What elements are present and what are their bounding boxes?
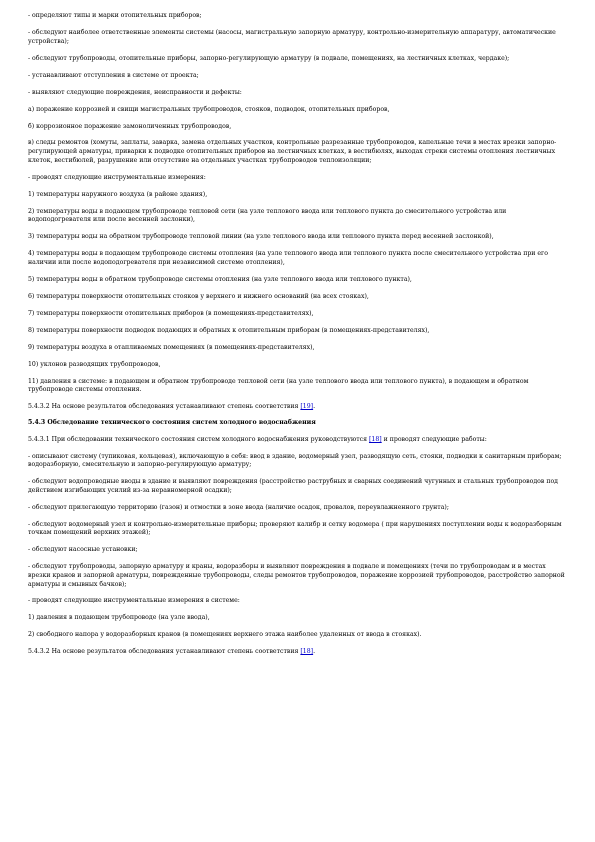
paragraph: 10) уклонов разводящих трубопроводов, xyxy=(28,360,161,368)
section-heading: 5.4.3 Обследование технического состояния систем холодного водоснабжения xyxy=(28,419,316,427)
paragraph: - устанавливают отступления в системе от проекта; xyxy=(28,71,199,79)
paragraph: в) следы ремонтов (хомуты, заплаты, заварка, замена отдельных участков, контрольные разрезанные трубопроводов, капельные течи в местах врезки запорно-регулирующей арматуры, приварки к подводке отопительных приборов на лестничных клетках, в вестибюлях, выходах стреки системы отопления лестничных клеток, вестибюлей, разрушение или отсутствие на отдельных участках трубопроводов теплоизоляции; xyxy=(28,139,557,164)
intro-text: 5.4.3.1 При обследовании технического состояния систем холодного водоснабжения руководствуются xyxy=(28,435,369,443)
reference-link[interactable]: [19] xyxy=(300,403,314,411)
paragraph: 1) давления в подающем трубопроводе (на узле ввода), xyxy=(28,614,210,622)
paragraph: 2) температуры воды в подающем трубопроводе тепловой сети (на узле теплового ввода или теплового пункта до смесительного устройства или водоподогревателя или после весенней заслонки), xyxy=(28,207,507,224)
paragraph: - обследуют трубопроводы, запорную арматуру и краны, водоразборы и выявляют повреждения в подвале и помещениях (течи по трубопроводам и в местах врезки кранов и запорной арматуры, поврежденные трубопроводы, следы ремонтов трубопроводов, поражение коррозией трубопроводов, расстройство запорной арматуры и смывных бачков); xyxy=(28,563,565,588)
paragraph: 9) температуры воздуха в отапливаемых помещениях (в помещениях-представителях), xyxy=(28,343,315,351)
paragraph: 8) температуры поверхности подводок подающих и обратных к отопительным приборам (в помещениях-представителях), xyxy=(28,326,430,334)
reference-link[interactable]: [18] xyxy=(368,435,382,443)
paragraph: 11) давления в системе: в подающем и обратном трубопроводе тепловой сети (на узле теплового ввода или теплового пункта), в подающем и обратном трубопроводе системы отопления. xyxy=(28,377,529,394)
paragraph: 1) температуры наружного воздуха (в районе здания), xyxy=(28,190,208,198)
paragraph: а) поражение коррозией и свищи магистральных трубопроводов, стояков, подводок, отопительных приборов, xyxy=(28,105,390,113)
paragraph: - проводят следующие инструментальные измерения: xyxy=(28,173,206,181)
paragraph: 6) температуры поверхности отопительных стояков у верхнего и нижнего оснований (на всех стояках), xyxy=(28,292,369,300)
paragraph: 4) температуры воды в подающем трубопроводе системы отопления (на узле теплового ввода или теплового пункта после смесительного устройства при его наличии или после водоподогревателя при независимой системе отопления), xyxy=(28,250,549,266)
paragraph: 3) температуры воды на обратном трубопроводе тепловой линии (на узле теплового ввода или теплового пункта перед весенней заслонкой), xyxy=(28,233,494,241)
paragraph: - проводят следующие инструментальные измерения в системе: xyxy=(28,597,240,605)
conclusion-paragraph xyxy=(28,403,568,412)
paragraph: 2) свободного напора у водоразборных кранов (в помещениях верхнего этажа наиболее удаленных от ввода в стояках). xyxy=(28,631,422,639)
paragraph: - выявляют следующие повреждения, неисправности и дефекты: xyxy=(28,88,242,96)
paragraph: - описывают систему (тупиковая, кольцевая), включающую в себя: ввод в здание, водомерный узел, разводящую сеть, стояки, подводки к санитарным приборам; водоразборную, смесительную и запорно-регулирующую арматуру; xyxy=(28,452,562,469)
paragraph: - определяют типы и марки отопительных приборов; xyxy=(28,12,202,19)
paragraph: 5) температуры воды в обратном трубопроводе системы отопления (на узле теплового ввода или теплового пункта), xyxy=(28,275,412,283)
paragraph: - обследуют насосные установки; xyxy=(28,546,138,554)
conclusion-suffix: . xyxy=(313,648,316,656)
conclusion-paragraph xyxy=(28,648,568,657)
paragraph: - обследуют прилегающую территорию (газон) и отмостки в зоне ввода (наличие осадок, провалов, переувлажненного грунта); xyxy=(28,503,449,511)
paragraph: - обследуют наиболее ответственные элементы системы (насосы, магистральную запорную арматуру, контрольно-измерительную аппаратуру, автоматические устройства); xyxy=(28,28,556,45)
paragraph: - обследуют трубопроводы, отопительные приборы, запорно-регулирующую арматуру (в подвале, помещениях, на лестничных клетках, чердаке); xyxy=(28,54,510,62)
document-page xyxy=(28,12,568,665)
paragraph: - обследуют водомерный узел и контрольно-измерительные приборы; проверяют калибр и сетку водомера ( при нарушениях поступлении воды к водоразборным точкам помещений верхних этажей); xyxy=(28,520,562,537)
conclusion-suffix: . xyxy=(313,403,316,411)
paragraph: 7) температуры поверхности отопительных приборов (в помещениях-представителях), xyxy=(28,309,314,317)
intro-suffix: и проводят следующие работы: xyxy=(381,435,487,443)
paragraph: - обследуют водопроводные вводы в здание и выявляют повреждения (расстройство раструбных и сварных соединений чугунных и стальных трубопроводов под действием изгибающих усилий из-за неравномерной осадки); xyxy=(28,478,558,494)
paragraph: б) коррозионное поражение замоноличенных трубопроводов, xyxy=(28,122,232,130)
conclusion-text: 5.4.3.2 На основе результатов обследования устанавливают степень соответствия xyxy=(28,648,301,656)
conclusion-text: 5.4.3.2 На основе результатов обследования устанавливают степень соответствия xyxy=(28,403,301,411)
intro-paragraph xyxy=(28,436,568,445)
reference-link[interactable]: [18] xyxy=(300,648,314,656)
